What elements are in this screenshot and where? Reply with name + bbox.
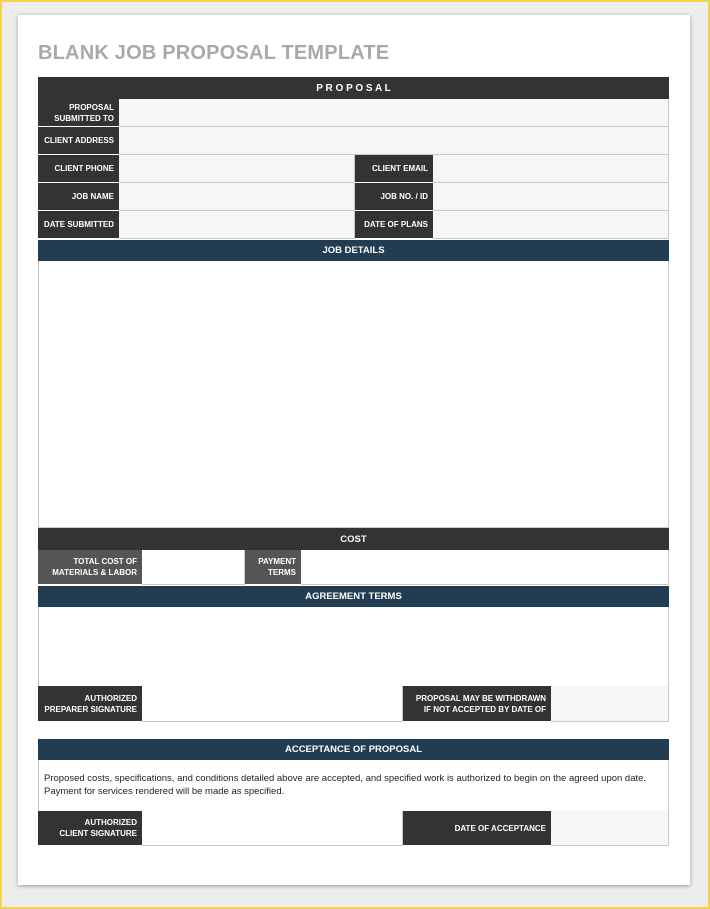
field-job-details[interactable] bbox=[38, 261, 669, 528]
field-job-name[interactable] bbox=[119, 183, 355, 211]
label-proposal-submitted-to: PROPOSAL SUBMITTED TO bbox=[38, 99, 119, 127]
row-client-signature bbox=[38, 811, 669, 846]
field-date-of-acceptance[interactable] bbox=[551, 811, 669, 846]
label-job-no: JOB NO. / ID bbox=[355, 183, 433, 211]
document-title: BLANK JOB PROPOSAL TEMPLATE bbox=[38, 42, 390, 64]
label-client-phone: CLIENT PHONE bbox=[38, 155, 119, 183]
field-total-cost[interactable] bbox=[142, 550, 245, 585]
label-date-submitted: DATE SUBMITTED bbox=[38, 211, 119, 239]
label-total-cost: TOTAL COST OF MATERIALS & LABOR bbox=[38, 550, 142, 585]
job-details-header: JOB DETAILS bbox=[38, 240, 669, 261]
row-cost bbox=[38, 550, 669, 585]
row-client-address bbox=[38, 127, 669, 155]
proposal-header: P R O P O S A L bbox=[38, 77, 669, 99]
label-date-of-plans: DATE OF PLANS bbox=[355, 211, 433, 239]
document-page bbox=[18, 15, 690, 885]
field-agreement-terms[interactable] bbox=[38, 607, 669, 687]
row-client-contact bbox=[38, 155, 669, 183]
field-client-address[interactable] bbox=[119, 127, 669, 155]
label-date-of-acceptance: DATE OF ACCEPTANCE bbox=[403, 811, 551, 846]
label-preparer-signature: AUTHORIZED PREPARER SIGNATURE bbox=[38, 686, 142, 722]
acceptance-header: ACCEPTANCE OF PROPOSAL bbox=[38, 739, 669, 760]
label-job-name: JOB NAME bbox=[38, 183, 119, 211]
row-preparer-signature bbox=[38, 686, 669, 722]
agreement-terms-header: AGREEMENT TERMS bbox=[38, 586, 669, 607]
label-payment-terms: PAYMENT TERMS bbox=[245, 550, 301, 585]
label-client-address: CLIENT ADDRESS bbox=[38, 127, 119, 155]
label-client-email: CLIENT EMAIL bbox=[355, 155, 433, 183]
field-job-no[interactable] bbox=[433, 183, 669, 211]
cost-header: COST bbox=[38, 528, 669, 550]
label-client-signature: AUTHORIZED CLIENT SIGNATURE bbox=[38, 811, 142, 846]
field-withdrawn-date[interactable] bbox=[551, 686, 669, 722]
label-withdrawn-date: PROPOSAL MAY BE WITHDRAWN IF NOT ACCEPTED BY DATE OF bbox=[403, 686, 551, 722]
field-client-email[interactable] bbox=[433, 155, 669, 183]
field-date-submitted[interactable] bbox=[119, 211, 355, 239]
field-client-phone[interactable] bbox=[119, 155, 355, 183]
field-proposal-submitted-to[interactable] bbox=[119, 99, 669, 127]
row-job bbox=[38, 183, 669, 211]
row-dates bbox=[38, 211, 669, 239]
field-date-of-plans[interactable] bbox=[433, 211, 669, 239]
acceptance-statement: Proposed costs, specifications, and conditions detailed above are accepted, and specified work is authorized to begin on the agreed upon date. Payment for services rendered will be made as specified. bbox=[44, 773, 647, 797]
field-client-signature[interactable] bbox=[142, 811, 403, 846]
row-submitted-to bbox=[38, 99, 669, 127]
field-preparer-signature[interactable] bbox=[142, 686, 403, 722]
field-payment-terms[interactable] bbox=[301, 550, 669, 585]
